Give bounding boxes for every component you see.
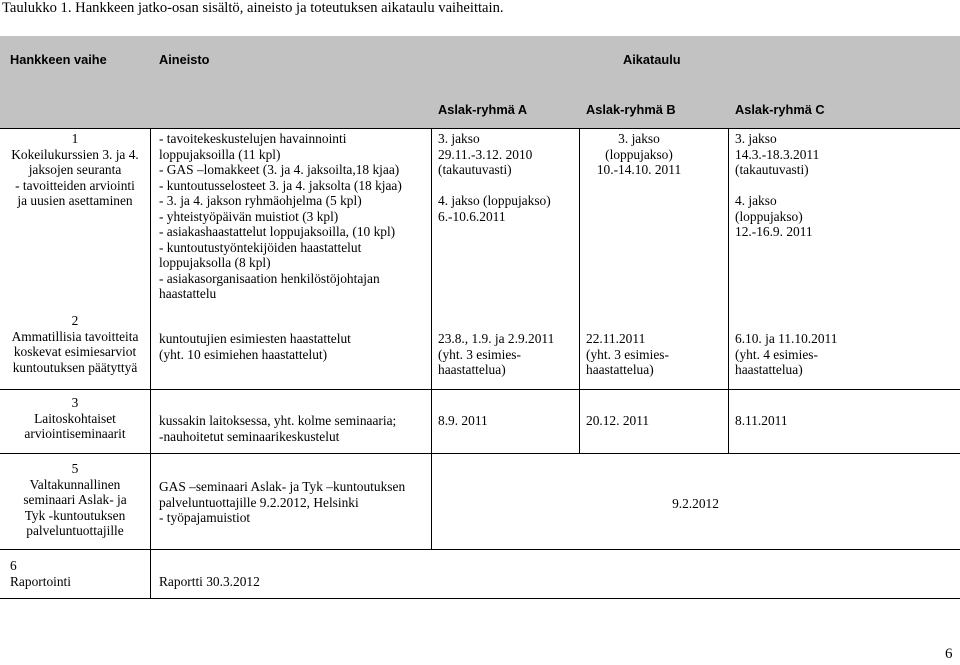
material-cell: - tavoitekeskustelujen havainnointi loppujaksoilla (11 kpl) - GAS –lomakkeet (3. ja 4. jaksoilta,18 kjaa) - kuntoutusselosteet 3. ja 4. jaksolta (18 kjaa) - 3. ja 4. jakson ryhmäohjelma (5 kpl) - yhteistyöpäivän muistiot (3 kpl) - asiakashaastattelut loppujaksoilla, (10 kpl) - kuntoutustyöntekijöiden haastattelut loppujaksolla (8 kpl) - asiakasorganisaation henkilöstöjohtajan haastattelu: [159, 131, 402, 301]
phase-cell: 6 Raportointi: [10, 558, 71, 589]
group-b-cell: 20.12. 2011: [586, 413, 650, 428]
header-schedule: Aikataulu: [623, 52, 681, 67]
row-divider: [0, 598, 960, 599]
group-c-cell: 3. jakso 14.3.-18.3.2011 (takautuvasti) 4. jakso (loppujakso) 12.-16.9. 2011: [735, 131, 820, 239]
group-c-cell: 8.11.2011: [735, 413, 788, 428]
header-group-c: Aslak-ryhmä C: [735, 102, 825, 117]
header-material: Aineisto: [159, 52, 210, 67]
row-divider: [0, 453, 960, 454]
group-b-cell: 22.11.2011 (yht. 3 esimies- haastattelua): [586, 331, 669, 377]
material-cell: Raportti 30.3.2012: [159, 574, 260, 589]
row-divider: [0, 549, 960, 550]
column-divider: [150, 128, 151, 598]
row-divider: [0, 128, 960, 129]
header-phase: Hankkeen vaihe: [10, 52, 107, 67]
group-c-cell: 6.10. ja 11.10.2011 (yht. 4 esimies- haastattelua): [735, 331, 838, 377]
header-group-b: Aslak-ryhmä B: [586, 102, 676, 117]
phase-cell: 2 Ammatillisia tavoitteita koskevat esimiesarviot kuntoutuksen päätyttyä: [11, 313, 139, 375]
group-a-cell: 23.8., 1.9. ja 2.9.2011 (yht. 3 esimies- haastattelua): [438, 331, 555, 377]
phase-cell: 3 Laitoskohtaiset arviointiseminaarit: [24, 395, 126, 441]
column-divider: [431, 128, 432, 453]
phase-cell: 5 Valtakunnallinen seminaari Aslak- ja Tyk -kuntoutuksen palveluntuottajille: [23, 461, 127, 538]
material-cell: kussakin laitoksessa, yht. kolme seminaaria; -nauhoitetut seminaarikeskustelut: [159, 413, 397, 444]
table-caption: Taulukko 1. Hankkeen jatko-osan sisältö, aineisto ja toteutuksen aikataulu vaiheittain.: [2, 0, 504, 16]
row-divider: [0, 389, 960, 390]
phase-cell: 1 Kokeilukurssien 3. ja 4. jaksojen seuranta - tavoitteiden arviointi ja uusien asettaminen: [11, 131, 139, 208]
material-cell: kuntoutujien esimiesten haastattelut (yht. 10 esimiehen haastattelut): [159, 331, 351, 362]
material-cell: GAS –seminaari Aslak- ja Tyk –kuntoutuksen palveluntuottajille 9.2.2012, Helsinki - työpajamuistiot: [159, 479, 406, 525]
column-divider: [728, 128, 729, 453]
header-group-a: Aslak-ryhmä A: [438, 102, 528, 117]
group-a-cell: 8.9. 2011: [438, 413, 488, 428]
page-number: 6: [945, 646, 953, 662]
group-a-cell: 3. jakso 29.11.-3.12. 2010 (takautuvasti) 4. jakso (loppujakso) 6.-10.6.2011: [438, 131, 551, 224]
schedule-span-cell: 9.2.2012: [672, 496, 719, 511]
group-b-cell: 3. jakso (loppujakso) 10.-14.10. 2011: [596, 131, 682, 177]
